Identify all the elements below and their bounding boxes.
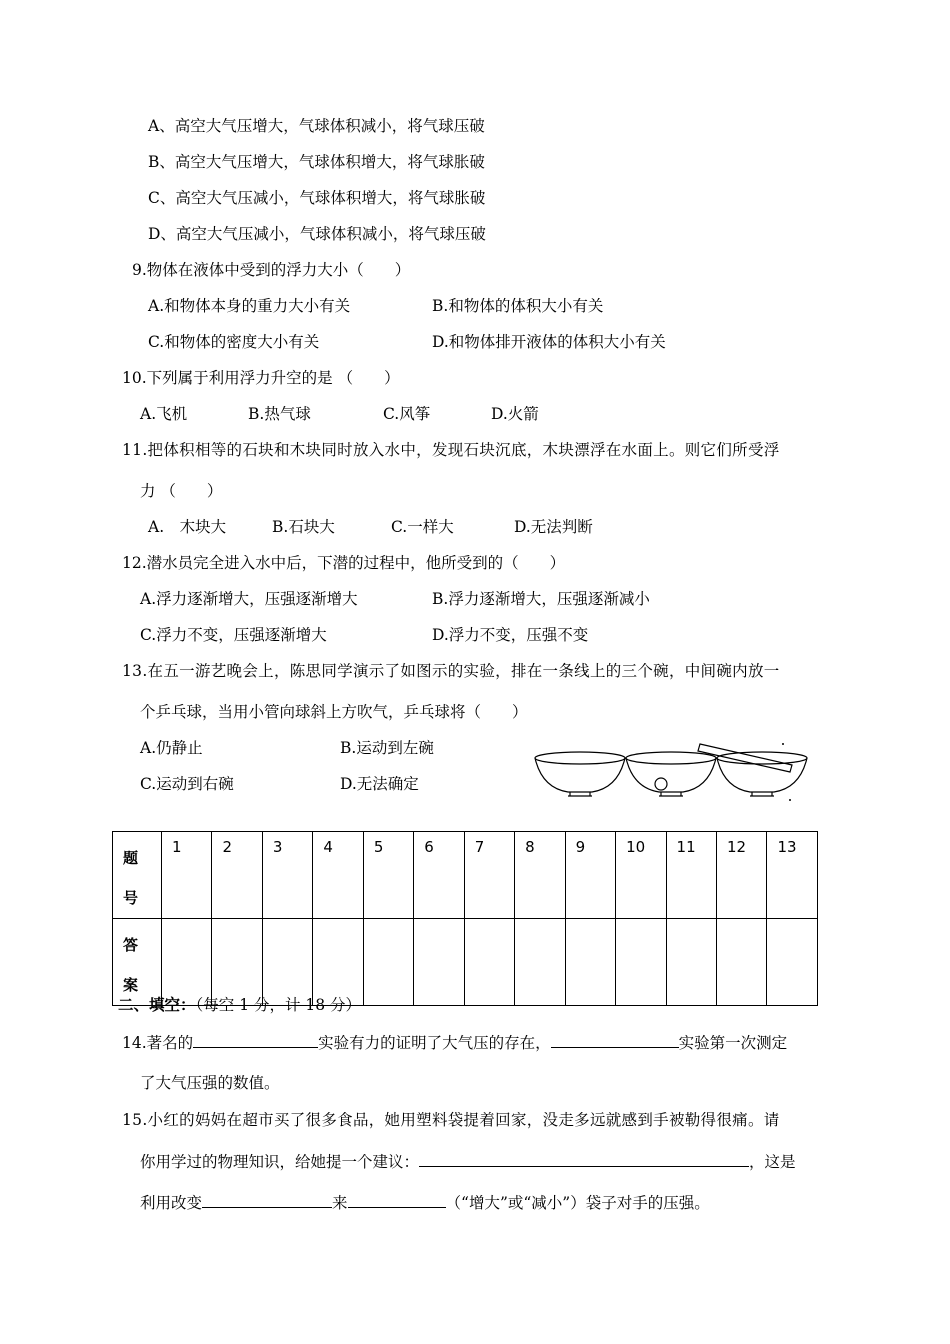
q8-option-c: C、高空大气压减小，气球体积增大，将气球胀破	[148, 189, 486, 207]
row-label-question-number	[113, 832, 162, 919]
q15-blank-suggestion[interactable]	[419, 1151, 749, 1167]
q8-option-a: A、高空大气压增大，气球体积减小，将气球压破	[148, 117, 485, 135]
section-2-note: （每空 1 分，计 18 分）	[195, 996, 362, 1014]
q11-stem-line2: 力 （ ）	[140, 482, 223, 500]
q13-stem-line1: 13.在五一游艺晚会上，陈思同学演示了如图示的实验，排在一条线上的三个碗，中间碗内放一	[122, 662, 780, 680]
question-number-cell: 5	[363, 832, 413, 919]
q10-stem: 10.下列属于利用浮力升空的是 （ ）	[122, 369, 400, 387]
row-label-char: 题	[123, 849, 139, 867]
q14-text-part3: 实验第一次测定	[678, 1034, 788, 1052]
q9-option-a: A.和物体本身的重力大小有关	[148, 297, 351, 315]
q15-blank-change[interactable]	[202, 1192, 332, 1208]
q14-blank-1[interactable]	[193, 1032, 318, 1048]
question-number-cell: 2	[212, 832, 262, 919]
question-number-cell: 9	[565, 832, 615, 919]
q14-line2: 了大气压强的数值。	[140, 1074, 280, 1092]
q12-option-b: B.浮力逐渐增大，压强逐渐减小	[432, 590, 650, 608]
question-number-cell: 10	[616, 832, 666, 919]
q15-line3	[140, 1192, 710, 1213]
question-number-cell: 11	[666, 832, 716, 919]
section-2-heading	[118, 995, 361, 1015]
q10-option-d: D.火箭	[491, 405, 539, 423]
row-label-answer	[113, 919, 162, 1006]
q13-option-d: D.无法确定	[340, 775, 419, 793]
three-bowls-figure	[528, 738, 808, 804]
question-number-cell: 8	[515, 832, 565, 919]
q12-option-d: D.浮力不变，压强不变	[432, 626, 589, 644]
q10-option-a: A.飞机	[140, 405, 188, 423]
answer-cell[interactable]	[262, 919, 312, 1006]
q13-option-b: B.运动到左碗	[340, 739, 434, 757]
question-number-cell: 3	[262, 832, 312, 919]
q14-blank-2[interactable]	[551, 1032, 679, 1048]
q9-option-c: C.和物体的密度大小有关	[148, 333, 320, 351]
answer-cell[interactable]	[666, 919, 716, 1006]
q11-option-b: B.石块大	[272, 518, 335, 536]
row-label-char: 案	[123, 976, 139, 994]
q15-blank-increase-decrease[interactable]	[348, 1192, 446, 1208]
answer-cell[interactable]	[716, 919, 766, 1006]
row-label-char: 答	[123, 936, 139, 954]
q12-stem: 12.潜水员完全进入水中后，下潜的过程中，他所受到的（ ）	[122, 554, 566, 572]
q10-option-b: B.热气球	[248, 405, 311, 423]
question-number-cell: 7	[464, 832, 514, 919]
answer-table-number-row	[113, 832, 818, 919]
q9-option-b: B.和物体的体积大小有关	[432, 297, 604, 315]
q12-option-a: A.浮力逐渐增大，压强逐渐增大	[140, 590, 358, 608]
q8-option-b: B、高空大气压增大，气球体积增大，将气球胀破	[148, 153, 485, 171]
q15-text-part1: 你用学过的物理知识，给她提一个建议：	[140, 1153, 420, 1171]
answer-cell[interactable]	[515, 919, 565, 1006]
q11-option-d: D.无法判断	[514, 518, 593, 536]
q9-stem: 9.物体在液体中受到的浮力大小（ ）	[132, 261, 411, 279]
q8-option-d: D、高空大气压减小，气球体积减小，将气球压破	[148, 225, 486, 243]
answer-cell[interactable]	[363, 919, 413, 1006]
answer-cell[interactable]	[464, 919, 514, 1006]
q13-option-a: A.仍静止	[140, 739, 203, 757]
q13-option-c: C.运动到右碗	[140, 775, 234, 793]
q12-option-c: C.浮力不变，压强逐渐增大	[140, 626, 327, 644]
q15-text-part3: 利用改变	[140, 1194, 203, 1212]
answer-cell[interactable]	[212, 919, 262, 1006]
q14-text-part2: 实验有力的证明了大气压的存在，	[318, 1034, 551, 1052]
answer-cell[interactable]	[162, 919, 212, 1006]
answer-cell[interactable]	[565, 919, 615, 1006]
question-number-cell: 12	[716, 832, 766, 919]
answer-cell[interactable]	[414, 919, 464, 1006]
q15-text-part2: ，这是	[749, 1153, 796, 1171]
q15-line2	[140, 1151, 796, 1172]
q9-option-d: D.和物体排开液体的体积大小有关	[432, 333, 666, 351]
question-number-cell: 1	[162, 832, 212, 919]
answer-cell[interactable]	[313, 919, 363, 1006]
answer-cell[interactable]	[616, 919, 666, 1006]
question-number-cell: 4	[313, 832, 363, 919]
q11-stem-line1: 11.把体积相等的石块和木块同时放入水中，发现石块沉底，木块漂浮在水面上。则它们所受浮	[122, 441, 780, 459]
question-number-cell: 13	[767, 832, 818, 919]
q14-line1	[122, 1032, 787, 1053]
q15-text-part4: 来	[332, 1194, 348, 1212]
q15-line1: 15.小红的妈妈在超市买了很多食品，她用塑料袋提着回家，没走多远就感到手被勒得很痛。请	[122, 1111, 780, 1129]
answer-table-answer-row	[113, 919, 818, 1006]
q11-option-a: A. 木块大	[148, 518, 227, 536]
row-label-char: 号	[123, 889, 139, 907]
q15-text-part5: （“增大”或“减小”）袋子对手的压强。	[445, 1194, 710, 1212]
q11-option-c: C.一样大	[391, 518, 454, 536]
question-number-cell: 6	[414, 832, 464, 919]
q14-text-part1: 14.著名的	[122, 1034, 194, 1052]
q10-option-c: C.风筝	[383, 405, 431, 423]
section-2-title: 二、填空：	[118, 996, 196, 1014]
q13-stem-line2: 个乒乓球，当用小管向球斜上方吹气，乒乓球将（ ）	[140, 703, 528, 721]
answer-cell[interactable]	[767, 919, 818, 1006]
answer-table	[112, 831, 818, 1006]
